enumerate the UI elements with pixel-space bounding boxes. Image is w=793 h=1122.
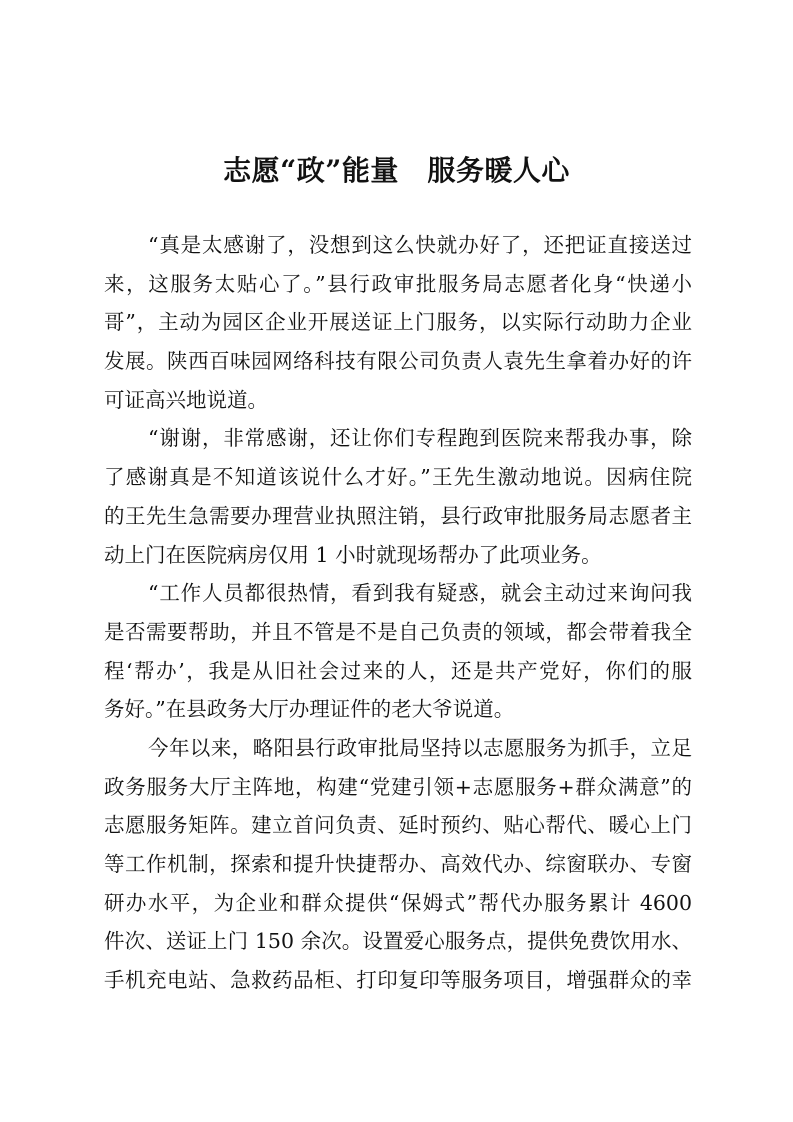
text-line: 的王先生急需要办理营业执照注销，县行政审批服务局志愿者主 [104,503,692,528]
text-line: 哥”，主动为园区企业开展送证上门服务，以实际行动助力企业 [104,310,692,335]
text-line: 来，这服务太贴心了。”县行政审批服务局志愿者化身“快递小 [104,271,692,296]
text-line: 等工作机制，探索和提升快捷帮办、高效代办、综窗联办、专窗 [104,852,692,876]
text-line: 务好。”在县政务大厅办理证件的老大爷说道。 [104,697,515,722]
text-line: 今年以来，略阳县行政审批局坚持以志愿服务为抓手，立足 [148,735,692,760]
text-line: “真是太感谢了，没想到这么快就办好了，还把证直接送过 [148,233,692,257]
text-line: 动上门在医院病房仅用 1 小时就现场帮办了此项业务。 [104,542,602,567]
text-line: 手机充电站、急救药品柜、打印复印等服务项目，增强群众的幸 [104,968,692,993]
text-line: 研办水平，为企业和群众提供“保姆式”帮代办服务累计 4600 [104,890,692,915]
article-body [104,226,692,1000]
text-line: 程‘帮办’，我是从旧社会过来的人，还是共产党好，你们的服 [104,658,692,683]
text-line: 发展。陕西百味园网络科技有限公司负责人袁先生拿着办好的许 [104,349,692,374]
paragraph [104,574,692,729]
text-line: 政务服务大厅主阵地，构建“党建引领+志愿服务+群众满意”的 [104,774,692,799]
paragraph [104,226,692,419]
paragraph [104,419,692,574]
paragraph [104,729,692,1000]
text-line: 志愿服务矩阵。建立首问负责、延时预约、贴心帮代、暖心上门 [104,813,692,838]
text-line: 可证高兴地说道。 [104,387,268,412]
text-line: 了感谢真是不知道该说什么才好。”王先生激动地说。因病住院 [104,465,692,490]
text-line: “谢谢，非常感谢，还让你们专程跑到医院来帮我办事，除 [148,426,692,451]
text-line: 件次、送证上门 150 余次。设置爱心服务点，提供免费饮用水、 [104,929,692,954]
text-line: 是否需要帮助，并且不管是不是自己负责的领域，都会带着我全 [104,619,692,644]
page-title: 志愿“政”能量 服务暖人心 [223,154,570,187]
text-line: “工作人员都很热情，看到我有疑惑，就会主动过来询问我 [148,581,692,606]
